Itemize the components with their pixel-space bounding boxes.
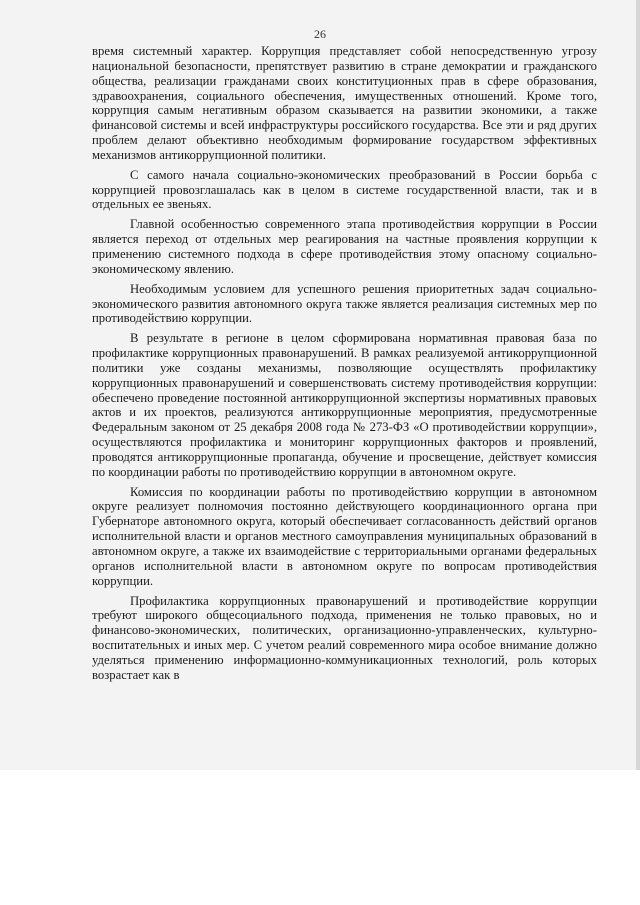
paragraph-prevention: Профилактика коррупционных правонарушений и противодействие коррупции требуют широкого общесоциального подхода, применения не только правовых, но и финансово-экономических, политических, организационно-управленческих, культурно-воспитательных и иных мер. С учетом реалий современного мира особое внимание должно уделяться применению информационно-коммуникационных технологий, роль которых возрастает как в [92,593,597,682]
page-edge-shadow [636,0,640,770]
paragraph-necessary-condition: Необходимым условием для успешного решения приоритетных задач социально-экономического развития автономного округа также является реализация системных мер по противодействию коррупции. [92,281,597,326]
document-body [92,44,597,683]
page-number: 26 [314,27,326,41]
paragraph-commission: Комиссия по координации работы по противодействию коррупции в автономном округе реализует полномочия постоянно действующего координационного органа при Губернаторе автономного округа, который обеспечивает согласованность действий органов исполнительной власти и органов местного самоуправления муниципальных образований в автономном округе, а также их взаимодействие с территориальными органами федеральных органов исполнительной власти в автономном округе по вопросам противодействия коррупции. [92,484,597,588]
paragraph-continuation: время системный характер. Коррупция представляет собой непосредственную угрозу национальной безопасности, препятствует развитию в стране демократии и гражданского общества, реализации гражданами своих конституционных прав в сфере образования, здравоохранения, социального обеспечения, имущественных отношений. Кроме того, коррупция самым негативным образом сказывается на развитии экономики, а также финансовой системы и всей инфраструктуры российского государства. Все эти и ряд других проблем делают объективно необходимым формирование государством эффективных механизмов антикоррупционной политики. [92,44,597,162]
paragraph-current-stage: Главной особенностью современного этапа противодействия коррупции в России является переход от отдельных мер реагирования на частные проявления коррупции к применению системного подхода в сфере противодействия этому опасному социально-экономическому явлению. [92,217,597,276]
paragraph-reform-start: С самого начала социально-экономических преобразований в России борьба с коррупцией провозглашалась как в целом в системе государственной власти, так и в отдельных ее звеньях. [92,167,597,212]
paragraph-regional-results: В результате в регионе в целом сформирована нормативная правовая база по профилактике коррупционных правонарушений. В рамках реализуемой антикоррупционной политики уже созданы механизмы, позволяющие осуществлять профилактику коррупционных правонарушений и совершенствовать систему противодействия коррупции: обеспечено проведение постоянной антикоррупционной экспертизы нормативных правовых актов и их проектов, реализуются антикоррупционные мероприятия, предусмотренные Федеральным законом от 25 декабря 2008 года № 273-ФЗ «О противодействии коррупции», осуществляются профилактика и мониторинг коррупционных факторов и проявлений, проводятся антикоррупционные пропаганда, обучение и просвещение, действует комиссия по координации работы по противодействию коррупции в автономном округе. [92,331,597,479]
